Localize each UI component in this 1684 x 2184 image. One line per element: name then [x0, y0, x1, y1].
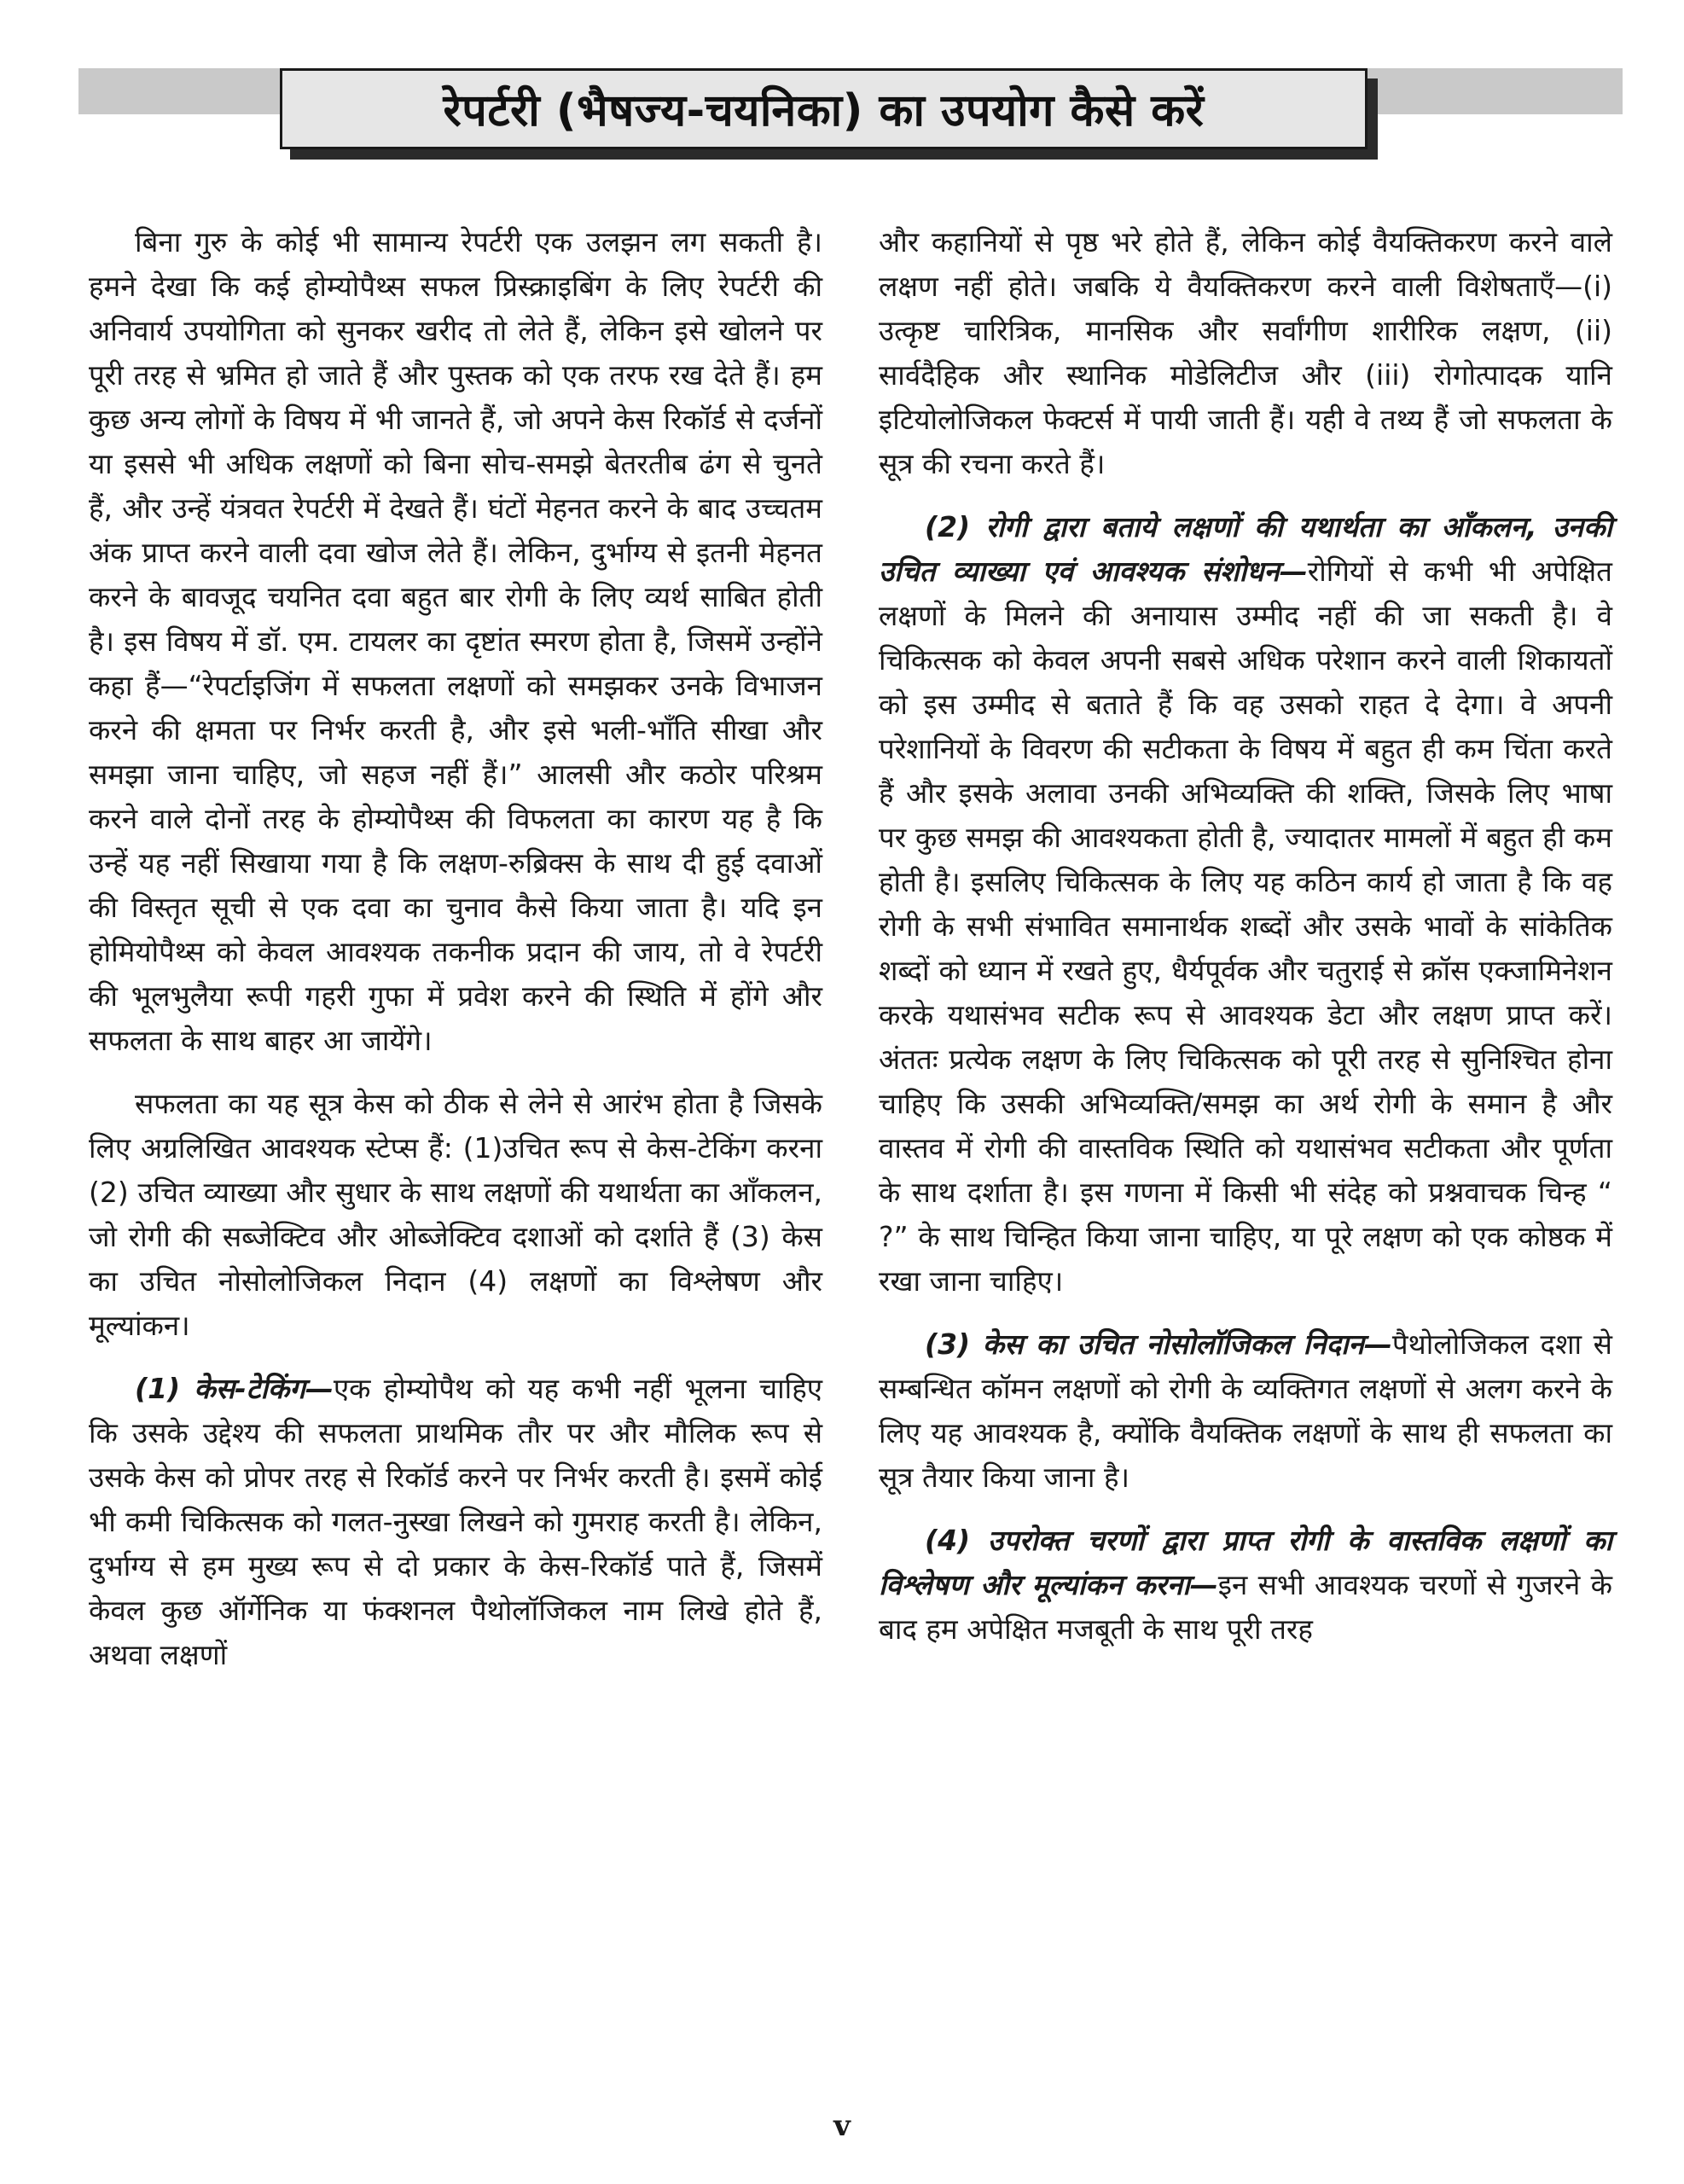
paragraph-symptom-assessment: [879, 505, 1612, 1304]
paragraph-analysis: [879, 1519, 1612, 1652]
text-case-taking: एक होम्योपैथ को यह कभी नहीं भूलना चाहिए कि उसके उद्देश्य की सफलता प्राथमिक तौर पर और मौलिक रूप से उसके केस को प्रोपर तरह से रिकॉर्ड करने पर निर्भर करती है। इसमें कोई भी कमी चिकित्सक को गलत-नुस्खा लिखने को गुमराह करती है। लेकिन, दुर्भाग्य से हम मुख्य रूप से दो प्रकार के केस-रिकॉर्ड पाते हैं, जिसमें केवल कुछ ऑर्गेनिक या फंक्शनल पैथोलॉजिकल नाम लिखे होते हैं, अथवा लक्षणों: [89, 1372, 822, 1671]
paragraph-continuation: और कहानियों से पृष्ठ भरे होते हैं, लेकिन कोई वैयक्तिकरण करने वाले लक्षण नहीं होते। जबकि ये वैयक्तिकरण करने वाली विशेषताएँ—(i) उत्कृष्ट चारित्रिक, मानसिक और सर्वांगीण शारीरिक लक्षण, (ii) सार्वदैहिक और स्थानिक मोडेलिटीज और (iii) रोगोत्पादक यानि इटियोलोजिकल फेक्टर्स में पायी जाती हैं। यही वे तथ्य हैं जो सफलता के सूत्र की रचना करते हैं।: [879, 225, 1612, 480]
text-analysis: इन सभी आवश्यक चरणों से गुजरने के बाद हम अपेक्षित मजबूती के साथ पूरी तरह: [879, 1568, 1612, 1646]
paragraph-case-taking: [89, 1367, 822, 1677]
paragraph-diagnosis: [879, 1322, 1612, 1500]
heading-analysis: (4) उपरोक्त चरणों द्वारा प्राप्त रोगी के वास्तविक लक्षणों का विश्लेषण और मूल्यांकन करना—: [879, 1524, 1612, 1601]
page-title: रेपर्टरी (भैषज्य-चयनिका) का उपयोग कैसे करें: [443, 85, 1205, 136]
heading-symptom-assessment: (2) रोगी द्वारा बताये लक्षणों की यथार्थता का आँकलन, उनकी उचित व्याख्या एवं आवश्यक संशोधन—: [879, 510, 1612, 588]
title-box: [280, 68, 1368, 149]
left-column: [89, 220, 822, 1696]
paragraph-steps: सफलता का यह सूत्र केस को ठीक से लेने से आरंभ होता है जिसके लिए अग्रलिखित आवश्यक स्टेप्स हैं: (1)उचित रूप से केस-टेकिंग करना (2) उचित व्याख्या और सुधार के साथ लक्षणों की यथार्थता का आँकलन, जो रोगी की सब्जेक्टिव और ओब्जेक्टिव दशाओं को दर्शाते हैं (3) केस का उचित नोसोलोजिकल निदान (4) लक्षणों का विश्लेषण और मूल्यांकन।: [89, 1087, 822, 1342]
text-diagnosis: पैथोलोजिकल दशा से सम्बन्धित कॉमन लक्षणों को रोगी के व्यक्तिगत लक्षणों से अलग करने के लिए यह आवश्यक है, क्योंकि वैयक्तिक लक्षणों के साथ ही सफलता का सूत्र तैयार किया जाना है।: [879, 1327, 1612, 1494]
heading-case-taking: (1) केस-टेकिंग—: [135, 1372, 334, 1405]
right-column: [879, 220, 1612, 1670]
text-symptom-assessment: रोगियों से कभी भी अपेक्षित लक्षणों के मिलने की अनायास उम्मीद नहीं की जा सकती है। वे चिकित्सक को केवल अपनी सबसे अधिक परेशान करने वाली शिकायतों को इस उम्मीद से बताते हैं कि वह उसको राहत दे देगा। वे अपनी परेशानियों के विवरण की सटीकता के विषय में बहुत ही कम चिंता करते हैं और इसके अलावा उनकी अभिव्यक्ति की शक्ति, जिसके लिए भाषा पर कुछ समझ की आवश्यकता होती है, ज्यादातर मामलों में बहुत ही कम होती है। इसलिए चिकित्सक के लिए यह कठिन कार्य हो जाता है कि वह रोगी के सभी संभावित समानार्थक शब्दों और उसके भावों के सांकेतिक शब्दों को ध्यान में रखते हुए, धैर्यपूर्वक और चतुराई से क्रॉस एक्जामिनेशन करके यथासंभव सटीक रूप से आवश्यक डेटा और लक्षण प्राप्त करें। अंततः प्रत्येक लक्षण के लिए चिकित्सक को पूरी तरह से सुनिश्चित होना चाहिए कि उसकी अभिव्यक्ति/समझ का अर्थ रोगी के समान है और वास्तव में रोगी की वास्तविक स्थिति को यथासंभव सटीकता और पूर्णता के साथ दर्शाता है। इस गणना में किसी भी संदेह को प्रश्नवाचक चिन्ह “ ?” के साथ चिन्हित किया जाना चाहिए, या पूरे लक्षण को एक कोष्ठक में रखा जाना चाहिए।: [879, 555, 1612, 1298]
heading-diagnosis: (3) केस का उचित नोसोलॉजिकल निदान—: [925, 1327, 1392, 1361]
paragraph-intro: बिना गुरु के कोई भी सामान्य रेपर्टरी एक उलझन लग सकती है। हमने देखा कि कई होम्योपैथ्स सफल प्रिस्क्राइबिंग के लिए रेपर्टरी की अनिवार्य उपयोगिता को सुनकर खरीद तो लेते हैं, लेकिन इसे खोलने पर पूरी तरह से भ्रमित हो जाते हैं और पुस्तक को एक तरफ रख देते हैं। हम कुछ अन्य लोगों के विषय में भी जानते हैं, जो अपने केस रिकॉर्ड से दर्जनों या इससे भी अधिक लक्षणों को बिना सोच-समझे बेतरतीब ढंग से चुनते हैं, और उन्हें यंत्रवत रेपर्टरी में देखते हैं। घंटों मेहनत करने के बाद उच्चतम अंक प्राप्त करने वाली दवा खोज लेते हैं। लेकिन, दुर्भाग्य से इतनी मेहनत करने के बावजूद चयनित दवा बहुत बार रोगी के लिए व्यर्थ साबित होती है। इस विषय में डॉ. एम. टायलर का दृष्टांत स्मरण होता है, जिसमें उन्होंने कहा हैं—“रेपर्टाइजिंग में सफलता लक्षणों को समझकर उनके विभाजन करने की क्षमता पर निर्भर करती है, और इसे भली-भाँति सीखा और समझा जाना चाहिए, जो सहज नहीं हैं।” आलसी और कठोर परिश्रम करने वाले दोनों तरह के होम्योपैथ्स की विफलता का कारण यह है कि उन्हें यह नहीं सिखाया गया है कि लक्षण-रुब्रिक्स के साथ दी हुई दवाओं की विस्तृत सूची से एक दवा का चुनाव कैसे किया जाता है। यदि इन होमियोपैथ्स को केवल आवश्यक तकनीक प्रदान की जाय, तो वे रेपर्टरी की भूलभुलैया रूपी गहरी गुफा में प्रवेश करने की स्थिति में होंगे और सफलता के साथ बाहर आ जायेंगे।: [89, 225, 822, 1057]
page-number: v: [833, 2109, 851, 2143]
